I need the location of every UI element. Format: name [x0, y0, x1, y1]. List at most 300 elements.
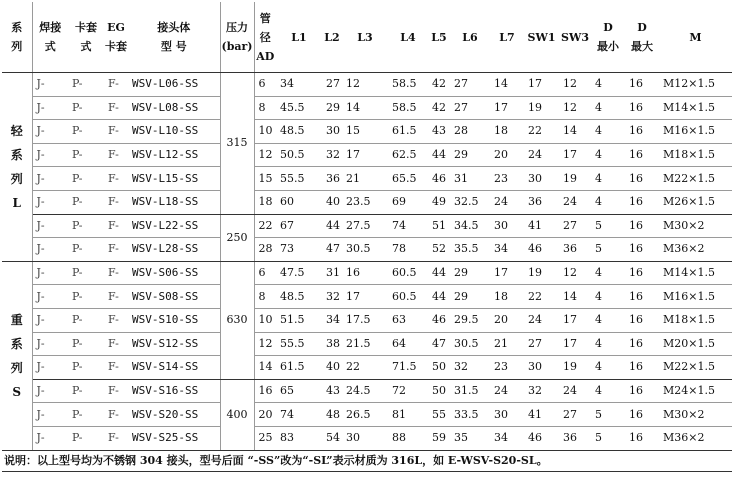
- cell-thread-m: M24×1.5: [659, 379, 732, 403]
- cell-weld-code: J-: [32, 403, 68, 427]
- cell-l1: 61.5: [276, 356, 322, 380]
- cell-model: WSV-L22-SS: [128, 214, 220, 238]
- header-l4: L4: [388, 2, 428, 73]
- cell-model: WSV-L10-SS: [128, 120, 220, 144]
- cell-model: WSV-S12-SS: [128, 332, 220, 356]
- cell-thread-m: M30×2: [659, 403, 732, 427]
- table-row: [2, 120, 732, 144]
- cell-d-max: 16: [625, 214, 659, 238]
- header-ferrule-type: 卡套 式: [68, 2, 104, 73]
- cell-l5: 44: [428, 143, 450, 167]
- cell-weld-code: J-: [32, 332, 68, 356]
- cell-sw3: 24: [559, 379, 591, 403]
- cell-d-max: 16: [625, 73, 659, 97]
- cell-l3: 17: [342, 143, 388, 167]
- cell-l3: 23.5: [342, 190, 388, 214]
- cell-eg-code: F-: [104, 73, 128, 97]
- cell-sw1: 41: [524, 403, 559, 427]
- cell-l7: 21: [490, 332, 524, 356]
- cell-sw3: 27: [559, 214, 591, 238]
- cell-d-min: 4: [591, 190, 625, 214]
- cell-model: WSV-L18-SS: [128, 190, 220, 214]
- spec-table-container: [2, 2, 732, 472]
- table-row: [2, 167, 732, 191]
- cell-l4: 88: [388, 426, 428, 450]
- cell-tube-diameter: 22: [254, 214, 276, 238]
- cell-ferrule-code: P-: [68, 426, 104, 450]
- cell-d-min: 4: [591, 143, 625, 167]
- header-l6: L6: [450, 2, 490, 73]
- cell-model: WSV-L15-SS: [128, 167, 220, 191]
- cell-l7: 24: [490, 379, 524, 403]
- cell-thread-m: M20×1.5: [659, 332, 732, 356]
- cell-model: WSV-L06-SS: [128, 73, 220, 97]
- table-row: [2, 143, 732, 167]
- cell-l1: 55.5: [276, 167, 322, 191]
- cell-eg-code: F-: [104, 261, 128, 285]
- header-l3: L3: [342, 2, 388, 73]
- header-l7: L7: [490, 2, 524, 73]
- cell-l7: 17: [490, 96, 524, 120]
- cell-model: WSV-S20-SS: [128, 403, 220, 427]
- cell-weld-code: J-: [32, 261, 68, 285]
- cell-model: WSV-S08-SS: [128, 285, 220, 309]
- table-row: [2, 356, 732, 380]
- header-series: 系 列: [2, 2, 32, 73]
- cell-tube-diameter: 15: [254, 167, 276, 191]
- cell-l3: 12: [342, 73, 388, 97]
- cell-l1: 55.5: [276, 332, 322, 356]
- cell-l3: 17: [342, 285, 388, 309]
- cell-tube-diameter: 6: [254, 261, 276, 285]
- cell-sw3: 17: [559, 332, 591, 356]
- cell-eg-code: F-: [104, 167, 128, 191]
- cell-l7: 34: [490, 426, 524, 450]
- cell-l1: 48.5: [276, 120, 322, 144]
- cell-eg-code: F-: [104, 190, 128, 214]
- cell-l4: 63: [388, 308, 428, 332]
- cell-eg-code: F-: [104, 143, 128, 167]
- cell-tube-diameter: 28: [254, 238, 276, 262]
- cell-l2: 38: [322, 332, 342, 356]
- cell-d-min: 5: [591, 238, 625, 262]
- cell-d-min: 5: [591, 214, 625, 238]
- cell-sw1: 30: [524, 356, 559, 380]
- table-row: [2, 426, 732, 450]
- header-pressure: 压力 (bar): [220, 2, 254, 73]
- cell-eg-code: F-: [104, 120, 128, 144]
- cell-tube-diameter: 25: [254, 426, 276, 450]
- header-d-max: D 最大: [625, 2, 659, 73]
- cell-d-min: 5: [591, 403, 625, 427]
- header-d-min: D 最小: [591, 2, 625, 73]
- header-eg-ferrule: EG 卡套: [104, 2, 128, 73]
- cell-sw1: 24: [524, 308, 559, 332]
- cell-tube-diameter: 10: [254, 308, 276, 332]
- cell-l4: 58.5: [388, 96, 428, 120]
- cell-weld-code: J-: [32, 143, 68, 167]
- cell-d-min: 4: [591, 356, 625, 380]
- cell-weld-code: J-: [32, 285, 68, 309]
- table-row: [2, 403, 732, 427]
- cell-d-max: 16: [625, 167, 659, 191]
- cell-weld-code: J-: [32, 96, 68, 120]
- cell-tube-diameter: 8: [254, 285, 276, 309]
- cell-l6: 29: [450, 285, 490, 309]
- cell-weld-code: J-: [32, 120, 68, 144]
- cell-weld-code: J-: [32, 426, 68, 450]
- cell-sw3: 12: [559, 261, 591, 285]
- cell-l7: 20: [490, 308, 524, 332]
- cell-l2: 48: [322, 403, 342, 427]
- cell-sw3: 19: [559, 167, 591, 191]
- cell-ferrule-code: P-: [68, 167, 104, 191]
- cell-l6: 32: [450, 356, 490, 380]
- cell-model: WSV-L12-SS: [128, 143, 220, 167]
- cell-l3: 16: [342, 261, 388, 285]
- cell-d-max: 16: [625, 403, 659, 427]
- cell-l1: 60: [276, 190, 322, 214]
- cell-eg-code: F-: [104, 356, 128, 380]
- cell-pressure: 315: [220, 73, 254, 215]
- cell-l6: 35: [450, 426, 490, 450]
- cell-l5: 46: [428, 167, 450, 191]
- cell-tube-diameter: 18: [254, 190, 276, 214]
- cell-l7: 23: [490, 356, 524, 380]
- cell-l5: 43: [428, 120, 450, 144]
- cell-ferrule-code: P-: [68, 120, 104, 144]
- cell-sw3: 12: [559, 73, 591, 97]
- cell-ferrule-code: P-: [68, 73, 104, 97]
- cell-tube-diameter: 12: [254, 143, 276, 167]
- cell-thread-m: M22×1.5: [659, 167, 732, 191]
- cell-l4: 58.5: [388, 73, 428, 97]
- cell-d-max: 16: [625, 379, 659, 403]
- cell-l2: 27: [322, 73, 342, 97]
- table-body: [2, 73, 732, 451]
- cell-l5: 51: [428, 214, 450, 238]
- cell-l2: 44: [322, 214, 342, 238]
- cell-weld-code: J-: [32, 73, 68, 97]
- header-thread-m: M: [659, 2, 732, 73]
- cell-l4: 65.5: [388, 167, 428, 191]
- table-row: [2, 308, 732, 332]
- cell-l2: 36: [322, 167, 342, 191]
- cell-l3: 27.5: [342, 214, 388, 238]
- cell-l2: 31: [322, 261, 342, 285]
- header-tube-diameter: 管 径 AD: [254, 2, 276, 73]
- cell-eg-code: F-: [104, 96, 128, 120]
- cell-pressure: 400: [220, 379, 254, 450]
- cell-l5: 50: [428, 356, 450, 380]
- cell-l2: 43: [322, 379, 342, 403]
- cell-sw3: 27: [559, 403, 591, 427]
- cell-d-max: 16: [625, 190, 659, 214]
- cell-l4: 60.5: [388, 285, 428, 309]
- cell-l6: 34.5: [450, 214, 490, 238]
- cell-thread-m: M22×1.5: [659, 356, 732, 380]
- cell-ferrule-code: P-: [68, 238, 104, 262]
- cell-weld-code: J-: [32, 190, 68, 214]
- cell-l6: 27: [450, 73, 490, 97]
- cell-l6: 31.5: [450, 379, 490, 403]
- cell-d-min: 4: [591, 261, 625, 285]
- cell-eg-code: F-: [104, 214, 128, 238]
- cell-sw3: 19: [559, 356, 591, 380]
- cell-ferrule-code: P-: [68, 214, 104, 238]
- cell-l3: 30.5: [342, 238, 388, 262]
- cell-l5: 49: [428, 190, 450, 214]
- cell-tube-diameter: 20: [254, 403, 276, 427]
- cell-l3: 21: [342, 167, 388, 191]
- cell-ferrule-code: P-: [68, 356, 104, 380]
- cell-l1: 73: [276, 238, 322, 262]
- cell-d-min: 5: [591, 426, 625, 450]
- cell-l2: 47: [322, 238, 342, 262]
- cell-thread-m: M16×1.5: [659, 285, 732, 309]
- cell-sw3: 24: [559, 190, 591, 214]
- cell-d-min: 4: [591, 73, 625, 97]
- cell-d-max: 16: [625, 426, 659, 450]
- cell-l1: 50.5: [276, 143, 322, 167]
- cell-l5: 52: [428, 238, 450, 262]
- cell-d-max: 16: [625, 308, 659, 332]
- cell-sw1: 46: [524, 238, 559, 262]
- cell-eg-code: F-: [104, 332, 128, 356]
- cell-pressure: 630: [220, 261, 254, 379]
- cell-l6: 29.5: [450, 308, 490, 332]
- cell-l4: 72: [388, 379, 428, 403]
- cell-l4: 60.5: [388, 261, 428, 285]
- cell-l2: 40: [322, 190, 342, 214]
- cell-l5: 42: [428, 73, 450, 97]
- cell-l4: 81: [388, 403, 428, 427]
- cell-l1: 83: [276, 426, 322, 450]
- cell-l1: 65: [276, 379, 322, 403]
- table-row: [2, 96, 732, 120]
- cell-l4: 61.5: [388, 120, 428, 144]
- cell-tube-diameter: 6: [254, 73, 276, 97]
- cell-thread-m: M14×1.5: [659, 96, 732, 120]
- cell-l5: 59: [428, 426, 450, 450]
- cell-sw1: 30: [524, 167, 559, 191]
- cell-d-max: 16: [625, 143, 659, 167]
- cell-l4: 69: [388, 190, 428, 214]
- cell-l2: 29: [322, 96, 342, 120]
- cell-eg-code: F-: [104, 379, 128, 403]
- fitting-spec-table: [2, 2, 732, 451]
- cell-l1: 51.5: [276, 308, 322, 332]
- cell-ferrule-code: P-: [68, 403, 104, 427]
- cell-weld-code: J-: [32, 308, 68, 332]
- table-row: [2, 261, 732, 285]
- cell-ferrule-code: P-: [68, 308, 104, 332]
- cell-d-max: 16: [625, 261, 659, 285]
- footnote: 说明：以上型号均为不锈钢 304 接头，型号后面 “-SS”改为“-SL”表示材质为 316L，如 E-WSV-S20-SL。: [2, 451, 732, 472]
- cell-model: WSV-S06-SS: [128, 261, 220, 285]
- cell-weld-code: J-: [32, 379, 68, 403]
- cell-tube-diameter: 10: [254, 120, 276, 144]
- cell-d-max: 16: [625, 120, 659, 144]
- cell-l1: 74: [276, 403, 322, 427]
- cell-l5: 47: [428, 332, 450, 356]
- cell-ferrule-code: P-: [68, 96, 104, 120]
- cell-thread-m: M30×2: [659, 214, 732, 238]
- cell-ferrule-code: P-: [68, 379, 104, 403]
- header-l1: L1: [276, 2, 322, 73]
- cell-d-min: 4: [591, 379, 625, 403]
- cell-l1: 47.5: [276, 261, 322, 285]
- series-light-label: 轻 系 列 L: [2, 73, 32, 262]
- cell-sw3: 36: [559, 238, 591, 262]
- cell-ferrule-code: P-: [68, 190, 104, 214]
- cell-model: WSV-S25-SS: [128, 426, 220, 450]
- cell-model: WSV-S10-SS: [128, 308, 220, 332]
- cell-ferrule-code: P-: [68, 143, 104, 167]
- cell-l6: 32.5: [450, 190, 490, 214]
- cell-l7: 18: [490, 120, 524, 144]
- cell-l6: 31: [450, 167, 490, 191]
- cell-l7: 20: [490, 143, 524, 167]
- cell-l4: 64: [388, 332, 428, 356]
- cell-l6: 28: [450, 120, 490, 144]
- cell-eg-code: F-: [104, 285, 128, 309]
- cell-l6: 29: [450, 261, 490, 285]
- cell-l2: 54: [322, 426, 342, 450]
- cell-l5: 44: [428, 261, 450, 285]
- cell-l6: 29: [450, 143, 490, 167]
- cell-l3: 14: [342, 96, 388, 120]
- cell-l5: 50: [428, 379, 450, 403]
- cell-ferrule-code: P-: [68, 332, 104, 356]
- cell-model: WSV-S14-SS: [128, 356, 220, 380]
- cell-sw1: 17: [524, 73, 559, 97]
- cell-sw1: 22: [524, 120, 559, 144]
- cell-thread-m: M18×1.5: [659, 308, 732, 332]
- cell-pressure: 250: [220, 214, 254, 261]
- cell-ferrule-code: P-: [68, 285, 104, 309]
- table-row: [2, 379, 732, 403]
- cell-weld-code: J-: [32, 167, 68, 191]
- cell-d-max: 16: [625, 356, 659, 380]
- series-heavy-label: 重 系 列 S: [2, 261, 32, 450]
- cell-l7: 17: [490, 261, 524, 285]
- cell-l4: 62.5: [388, 143, 428, 167]
- cell-eg-code: F-: [104, 426, 128, 450]
- cell-l6: 35.5: [450, 238, 490, 262]
- cell-l7: 30: [490, 403, 524, 427]
- cell-sw3: 14: [559, 120, 591, 144]
- cell-l3: 17.5: [342, 308, 388, 332]
- cell-thread-m: M18×1.5: [659, 143, 732, 167]
- table-row: [2, 73, 732, 97]
- cell-sw1: 46: [524, 426, 559, 450]
- cell-weld-code: J-: [32, 356, 68, 380]
- cell-l2: 40: [322, 356, 342, 380]
- cell-l7: 23: [490, 167, 524, 191]
- cell-sw1: 41: [524, 214, 559, 238]
- cell-l3: 22: [342, 356, 388, 380]
- table-row: [2, 238, 732, 262]
- table-row: [2, 285, 732, 309]
- cell-l2: 30: [322, 120, 342, 144]
- cell-model: WSV-L08-SS: [128, 96, 220, 120]
- cell-thread-m: M36×2: [659, 238, 732, 262]
- header-weld-type: 焊接 式: [32, 2, 68, 73]
- cell-l7: 34: [490, 238, 524, 262]
- cell-sw3: 14: [559, 285, 591, 309]
- cell-thread-m: M14×1.5: [659, 261, 732, 285]
- cell-weld-code: J-: [32, 214, 68, 238]
- cell-l1: 67: [276, 214, 322, 238]
- cell-l3: 30: [342, 426, 388, 450]
- cell-d-min: 4: [591, 285, 625, 309]
- cell-l6: 30.5: [450, 332, 490, 356]
- cell-l7: 24: [490, 190, 524, 214]
- header-sw3: SW3: [559, 2, 591, 73]
- cell-sw1: 32: [524, 379, 559, 403]
- cell-eg-code: F-: [104, 403, 128, 427]
- cell-sw1: 36: [524, 190, 559, 214]
- header-l2: L2: [322, 2, 342, 73]
- cell-l2: 34: [322, 308, 342, 332]
- cell-d-min: 4: [591, 120, 625, 144]
- cell-d-min: 4: [591, 308, 625, 332]
- cell-l3: 24.5: [342, 379, 388, 403]
- cell-sw3: 17: [559, 308, 591, 332]
- cell-l3: 21.5: [342, 332, 388, 356]
- table-header: [2, 2, 732, 73]
- cell-sw3: 36: [559, 426, 591, 450]
- cell-l5: 44: [428, 285, 450, 309]
- cell-tube-diameter: 14: [254, 356, 276, 380]
- cell-l7: 30: [490, 214, 524, 238]
- table-row: [2, 332, 732, 356]
- cell-d-min: 4: [591, 332, 625, 356]
- cell-d-min: 4: [591, 167, 625, 191]
- cell-sw1: 22: [524, 285, 559, 309]
- cell-thread-m: M12×1.5: [659, 73, 732, 97]
- cell-d-max: 16: [625, 238, 659, 262]
- cell-l1: 45.5: [276, 96, 322, 120]
- cell-l5: 42: [428, 96, 450, 120]
- cell-l3: 26.5: [342, 403, 388, 427]
- cell-weld-code: J-: [32, 238, 68, 262]
- cell-tube-diameter: 12: [254, 332, 276, 356]
- cell-sw1: 19: [524, 96, 559, 120]
- cell-l2: 32: [322, 285, 342, 309]
- cell-l6: 33.5: [450, 403, 490, 427]
- cell-tube-diameter: 16: [254, 379, 276, 403]
- cell-sw1: 24: [524, 143, 559, 167]
- cell-l3: 15: [342, 120, 388, 144]
- cell-l5: 46: [428, 308, 450, 332]
- cell-sw1: 19: [524, 261, 559, 285]
- cell-l4: 78: [388, 238, 428, 262]
- cell-sw3: 12: [559, 96, 591, 120]
- cell-l4: 74: [388, 214, 428, 238]
- cell-sw1: 27: [524, 332, 559, 356]
- cell-l4: 71.5: [388, 356, 428, 380]
- cell-l1: 48.5: [276, 285, 322, 309]
- header-model: 接头体 型 号: [128, 2, 220, 73]
- cell-model: WSV-S16-SS: [128, 379, 220, 403]
- cell-l7: 18: [490, 285, 524, 309]
- cell-eg-code: F-: [104, 308, 128, 332]
- cell-l7: 14: [490, 73, 524, 97]
- header-l5: L5: [428, 2, 450, 73]
- cell-d-min: 4: [591, 96, 625, 120]
